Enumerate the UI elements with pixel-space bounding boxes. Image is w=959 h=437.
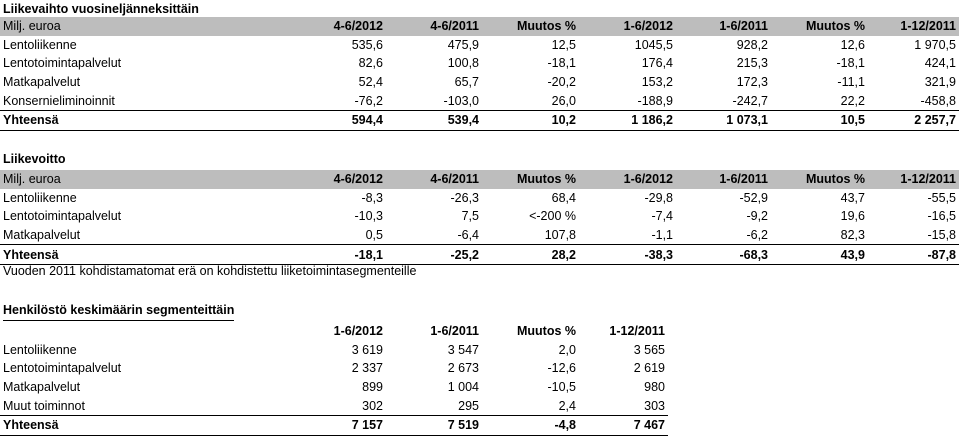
table-cell: 3 565 bbox=[633, 342, 665, 357]
header-row bbox=[0, 170, 959, 189]
row-label: Matkapalvelut bbox=[3, 380, 81, 395]
table-cell: 100,8 bbox=[447, 56, 479, 71]
table-cell: 7 467 bbox=[579, 415, 668, 435]
table-cell: 82,6 bbox=[358, 56, 383, 71]
table-cell: -458,8 bbox=[920, 93, 956, 108]
table-cell: 303 bbox=[644, 398, 665, 413]
table-cell: 1045,5 bbox=[634, 37, 673, 52]
table-cell: -103,0 bbox=[443, 93, 479, 108]
table-cell: 1 186,2 bbox=[579, 110, 676, 130]
table-cell: 1 073,1 bbox=[676, 110, 771, 130]
table-cell: Muutos % bbox=[805, 172, 865, 187]
table-cell: 2,4 bbox=[558, 398, 576, 413]
table-cell: -18,1 bbox=[290, 245, 386, 265]
table-cell: 475,9 bbox=[447, 37, 479, 52]
table-cell: -38,3 bbox=[579, 245, 676, 265]
table-cell: -26,3 bbox=[450, 190, 479, 205]
table-cell: -8,3 bbox=[361, 190, 383, 205]
table-cell: 899 bbox=[362, 380, 383, 395]
table-row bbox=[0, 207, 959, 226]
table-cell: -10,3 bbox=[354, 209, 383, 224]
table-cell: -55,5 bbox=[927, 190, 956, 205]
row-label: Lentotoimintapalvelut bbox=[3, 361, 122, 376]
table-cell: -188,9 bbox=[637, 93, 673, 108]
table-henkilosto bbox=[0, 322, 668, 436]
table-cell: 1 970,5 bbox=[914, 37, 956, 52]
table-row bbox=[0, 36, 959, 55]
table-cell: -11,1 bbox=[837, 75, 865, 90]
table-cell: -6,2 bbox=[746, 228, 768, 243]
table-cell: 1-12/2011 bbox=[609, 324, 665, 339]
table-row bbox=[0, 73, 959, 92]
row-label: Yhteensä bbox=[0, 415, 290, 435]
header-row bbox=[0, 17, 959, 36]
table-row bbox=[0, 378, 668, 397]
table-cell: 295 bbox=[458, 398, 479, 413]
table-cell: 28,2 bbox=[482, 245, 579, 265]
table-cell: -15,8 bbox=[927, 228, 956, 243]
table-cell: 7,5 bbox=[461, 209, 479, 224]
section-title-liikevoitto: Liikevoitto bbox=[3, 152, 66, 166]
table-cell: 2 337 bbox=[351, 361, 383, 376]
table-cell: 22,2 bbox=[840, 93, 865, 108]
header-row bbox=[0, 322, 668, 341]
table-cell: -7,4 bbox=[651, 209, 673, 224]
row-label: Milj. euroa bbox=[3, 19, 61, 34]
table-cell: -10,5 bbox=[547, 380, 576, 395]
table-cell: 4-6/2012 bbox=[333, 172, 383, 187]
table-row bbox=[0, 91, 959, 110]
table-cell: 594,4 bbox=[290, 110, 386, 130]
table-cell: 153,2 bbox=[641, 75, 673, 90]
table-cell: -4,8 bbox=[482, 415, 579, 435]
table-cell: 2 619 bbox=[633, 361, 665, 376]
table-cell: 12,6 bbox=[840, 37, 865, 52]
section-title-henkilosto: Henkilöstö keskimäärin segmenteittäin bbox=[3, 302, 234, 321]
table-cell: 3 547 bbox=[447, 342, 479, 357]
total-row bbox=[0, 110, 959, 130]
table-liikevoitto bbox=[0, 170, 959, 265]
table-cell: 1 004 bbox=[447, 380, 479, 395]
table-row bbox=[0, 359, 668, 378]
total-row bbox=[0, 415, 668, 435]
row-label: Milj. euroa bbox=[3, 172, 61, 187]
table-cell: 1-6/2012 bbox=[333, 324, 383, 339]
table-cell: 43,7 bbox=[840, 190, 865, 205]
row-label: Lentoliikenne bbox=[3, 190, 77, 205]
table-cell: 2 257,7 bbox=[868, 110, 959, 130]
table-cell: 3 619 bbox=[351, 342, 383, 357]
row-label: Matkapalvelut bbox=[3, 75, 81, 90]
table-body bbox=[0, 322, 668, 435]
table-cell: 1-12/2011 bbox=[900, 172, 956, 187]
table-cell: 7 519 bbox=[386, 415, 482, 435]
table-cell: 2,0 bbox=[558, 342, 576, 357]
footnote: Vuoden 2011 kohdistamatomat erä on kohdistettu liiketoimintasegmenteille bbox=[3, 264, 417, 278]
table-cell: 4-6/2011 bbox=[430, 172, 479, 187]
table-cell: 10,5 bbox=[771, 110, 868, 130]
table-cell: -68,3 bbox=[676, 245, 771, 265]
table-cell: 26,0 bbox=[551, 93, 576, 108]
table-cell: -6,4 bbox=[457, 228, 479, 243]
table-cell: 12,5 bbox=[551, 37, 576, 52]
table-cell: 928,2 bbox=[736, 37, 768, 52]
table-cell: 7 157 bbox=[290, 415, 386, 435]
table-cell: -18,1 bbox=[836, 56, 865, 71]
table-cell: 19,6 bbox=[840, 209, 865, 224]
table-row bbox=[0, 54, 959, 73]
table-cell: 4-6/2012 bbox=[333, 19, 383, 34]
table-liikevaihto bbox=[0, 17, 959, 131]
table-cell: 302 bbox=[362, 398, 383, 413]
table-cell: 321,9 bbox=[924, 75, 956, 90]
table-cell: Muutos % bbox=[516, 324, 576, 339]
table-cell: 1-6/2011 bbox=[719, 19, 768, 34]
table-cell: 10,2 bbox=[482, 110, 579, 130]
table-cell: -87,8 bbox=[868, 245, 959, 265]
table-body bbox=[0, 170, 959, 264]
row-label: Muut toiminnot bbox=[3, 398, 85, 413]
table-cell: Muutos % bbox=[805, 19, 865, 34]
table-cell: 1-12/2011 bbox=[900, 19, 956, 34]
table-cell: 1-6/2012 bbox=[623, 19, 673, 34]
table-cell: -1,1 bbox=[651, 228, 673, 243]
table-row bbox=[0, 226, 959, 245]
table-cell: 4-6/2011 bbox=[430, 19, 479, 34]
table-cell: 107,8 bbox=[544, 228, 576, 243]
table-cell: 535,6 bbox=[351, 37, 383, 52]
row-label: Lentotoimintapalvelut bbox=[3, 56, 122, 71]
table-cell: -29,8 bbox=[644, 190, 673, 205]
table-cell: -18,1 bbox=[547, 56, 576, 71]
table-cell: 1-6/2011 bbox=[719, 172, 768, 187]
table-cell: 172,3 bbox=[736, 75, 768, 90]
table-cell: 424,1 bbox=[924, 56, 956, 71]
table-cell: -52,9 bbox=[739, 190, 768, 205]
table-cell: 65,7 bbox=[454, 75, 479, 90]
table-cell: -9,2 bbox=[746, 209, 768, 224]
table-row bbox=[0, 341, 668, 360]
table-cell: -12,6 bbox=[547, 361, 576, 376]
row-label: Lentoliikenne bbox=[3, 342, 77, 357]
table-body bbox=[0, 17, 959, 130]
table-row bbox=[0, 396, 668, 415]
row-label: Yhteensä bbox=[0, 110, 290, 130]
table-cell: 68,4 bbox=[551, 190, 576, 205]
table-cell: 980 bbox=[644, 380, 665, 395]
table-cell: <-200 % bbox=[529, 209, 576, 224]
table-cell: 0,5 bbox=[365, 228, 383, 243]
table-cell: 1-6/2012 bbox=[623, 172, 673, 187]
table-cell: -25,2 bbox=[386, 245, 482, 265]
row-label: Lentotoimintapalvelut bbox=[3, 209, 122, 224]
row-label: Konsernieliminoinnit bbox=[3, 93, 115, 108]
table-cell: 82,3 bbox=[840, 228, 865, 243]
row-label: Yhteensä bbox=[0, 245, 290, 265]
table-cell: 176,4 bbox=[641, 56, 673, 71]
table-cell: 215,3 bbox=[736, 56, 768, 71]
table-cell: -76,2 bbox=[354, 93, 383, 108]
table-cell: 2 673 bbox=[447, 361, 479, 376]
table-cell: Muutos % bbox=[516, 172, 576, 187]
row-label: Lentoliikenne bbox=[3, 37, 77, 52]
row-label bbox=[0, 322, 290, 341]
table-cell: 52,4 bbox=[358, 75, 383, 90]
table-cell: 43,9 bbox=[771, 245, 868, 265]
table-cell: 539,4 bbox=[386, 110, 482, 130]
table-cell: -242,7 bbox=[732, 93, 768, 108]
table-cell: 1-6/2011 bbox=[430, 324, 479, 339]
section-title-liikevaihto: Liikevaihto vuosineljänneksittäin bbox=[3, 2, 199, 16]
table-row bbox=[0, 189, 959, 208]
table-cell: -16,5 bbox=[927, 209, 956, 224]
table-cell: Muutos % bbox=[516, 19, 576, 34]
table-cell: -20,2 bbox=[547, 75, 576, 90]
row-label: Matkapalvelut bbox=[3, 228, 81, 243]
